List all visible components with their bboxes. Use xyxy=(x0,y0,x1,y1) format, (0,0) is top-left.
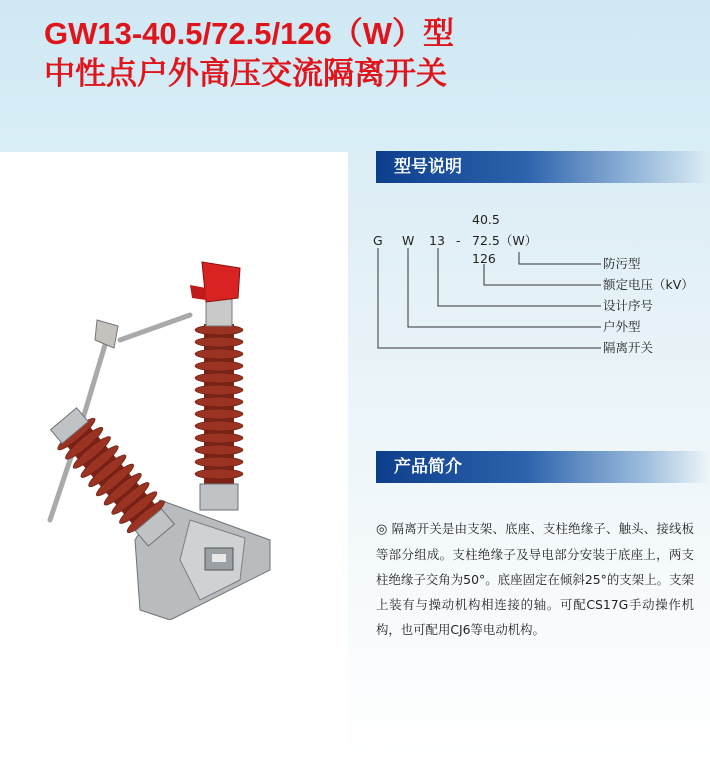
desc-rated-voltage: 额定电压（kV） xyxy=(603,277,694,292)
product-intro-body: 隔离开关是由支架、底座、支柱绝缘子、触头、接线板等部分组成。支柱绝缘子及导电部分安装于底座上，两支柱绝缘子交角为50°。底座固定在倾斜25°的支架上。支架上装有与操动机构相连接的轴。可配CS17G手动操作机构，也可配用CJ6等电动机构。 xyxy=(376,521,695,637)
page-title-line1: GW13-40.5/72.5/126（W）型 xyxy=(44,16,455,51)
code-letter-g: G xyxy=(373,233,383,248)
code-voltage-mid: 72.5（W） xyxy=(472,233,538,248)
page-title-line2: 中性点户外高压交流隔离开关 xyxy=(44,56,447,92)
desc-design-number: 设计序号 xyxy=(603,298,654,313)
bullet-marker-icon: ◎ xyxy=(376,522,388,537)
code-design-number: 13 xyxy=(429,233,445,248)
right-insulator xyxy=(190,262,243,510)
product-intro-text xyxy=(376,516,694,642)
product-intro-header: 产品简介 xyxy=(376,451,710,483)
disconnector-product-image xyxy=(40,240,290,620)
model-description-header: 型号说明 xyxy=(376,151,710,183)
code-letter-w: W xyxy=(402,233,415,248)
code-dash: - xyxy=(456,233,461,248)
code-voltage-bottom: 126 xyxy=(472,251,496,266)
desc-disconnector: 隔离开关 xyxy=(603,340,654,355)
desc-anti-pollution: 防污型 xyxy=(603,256,641,271)
model-code-diagram xyxy=(356,200,710,370)
code-voltage-top: 40.5 xyxy=(472,212,500,227)
desc-outdoor-type: 户外型 xyxy=(603,319,641,334)
